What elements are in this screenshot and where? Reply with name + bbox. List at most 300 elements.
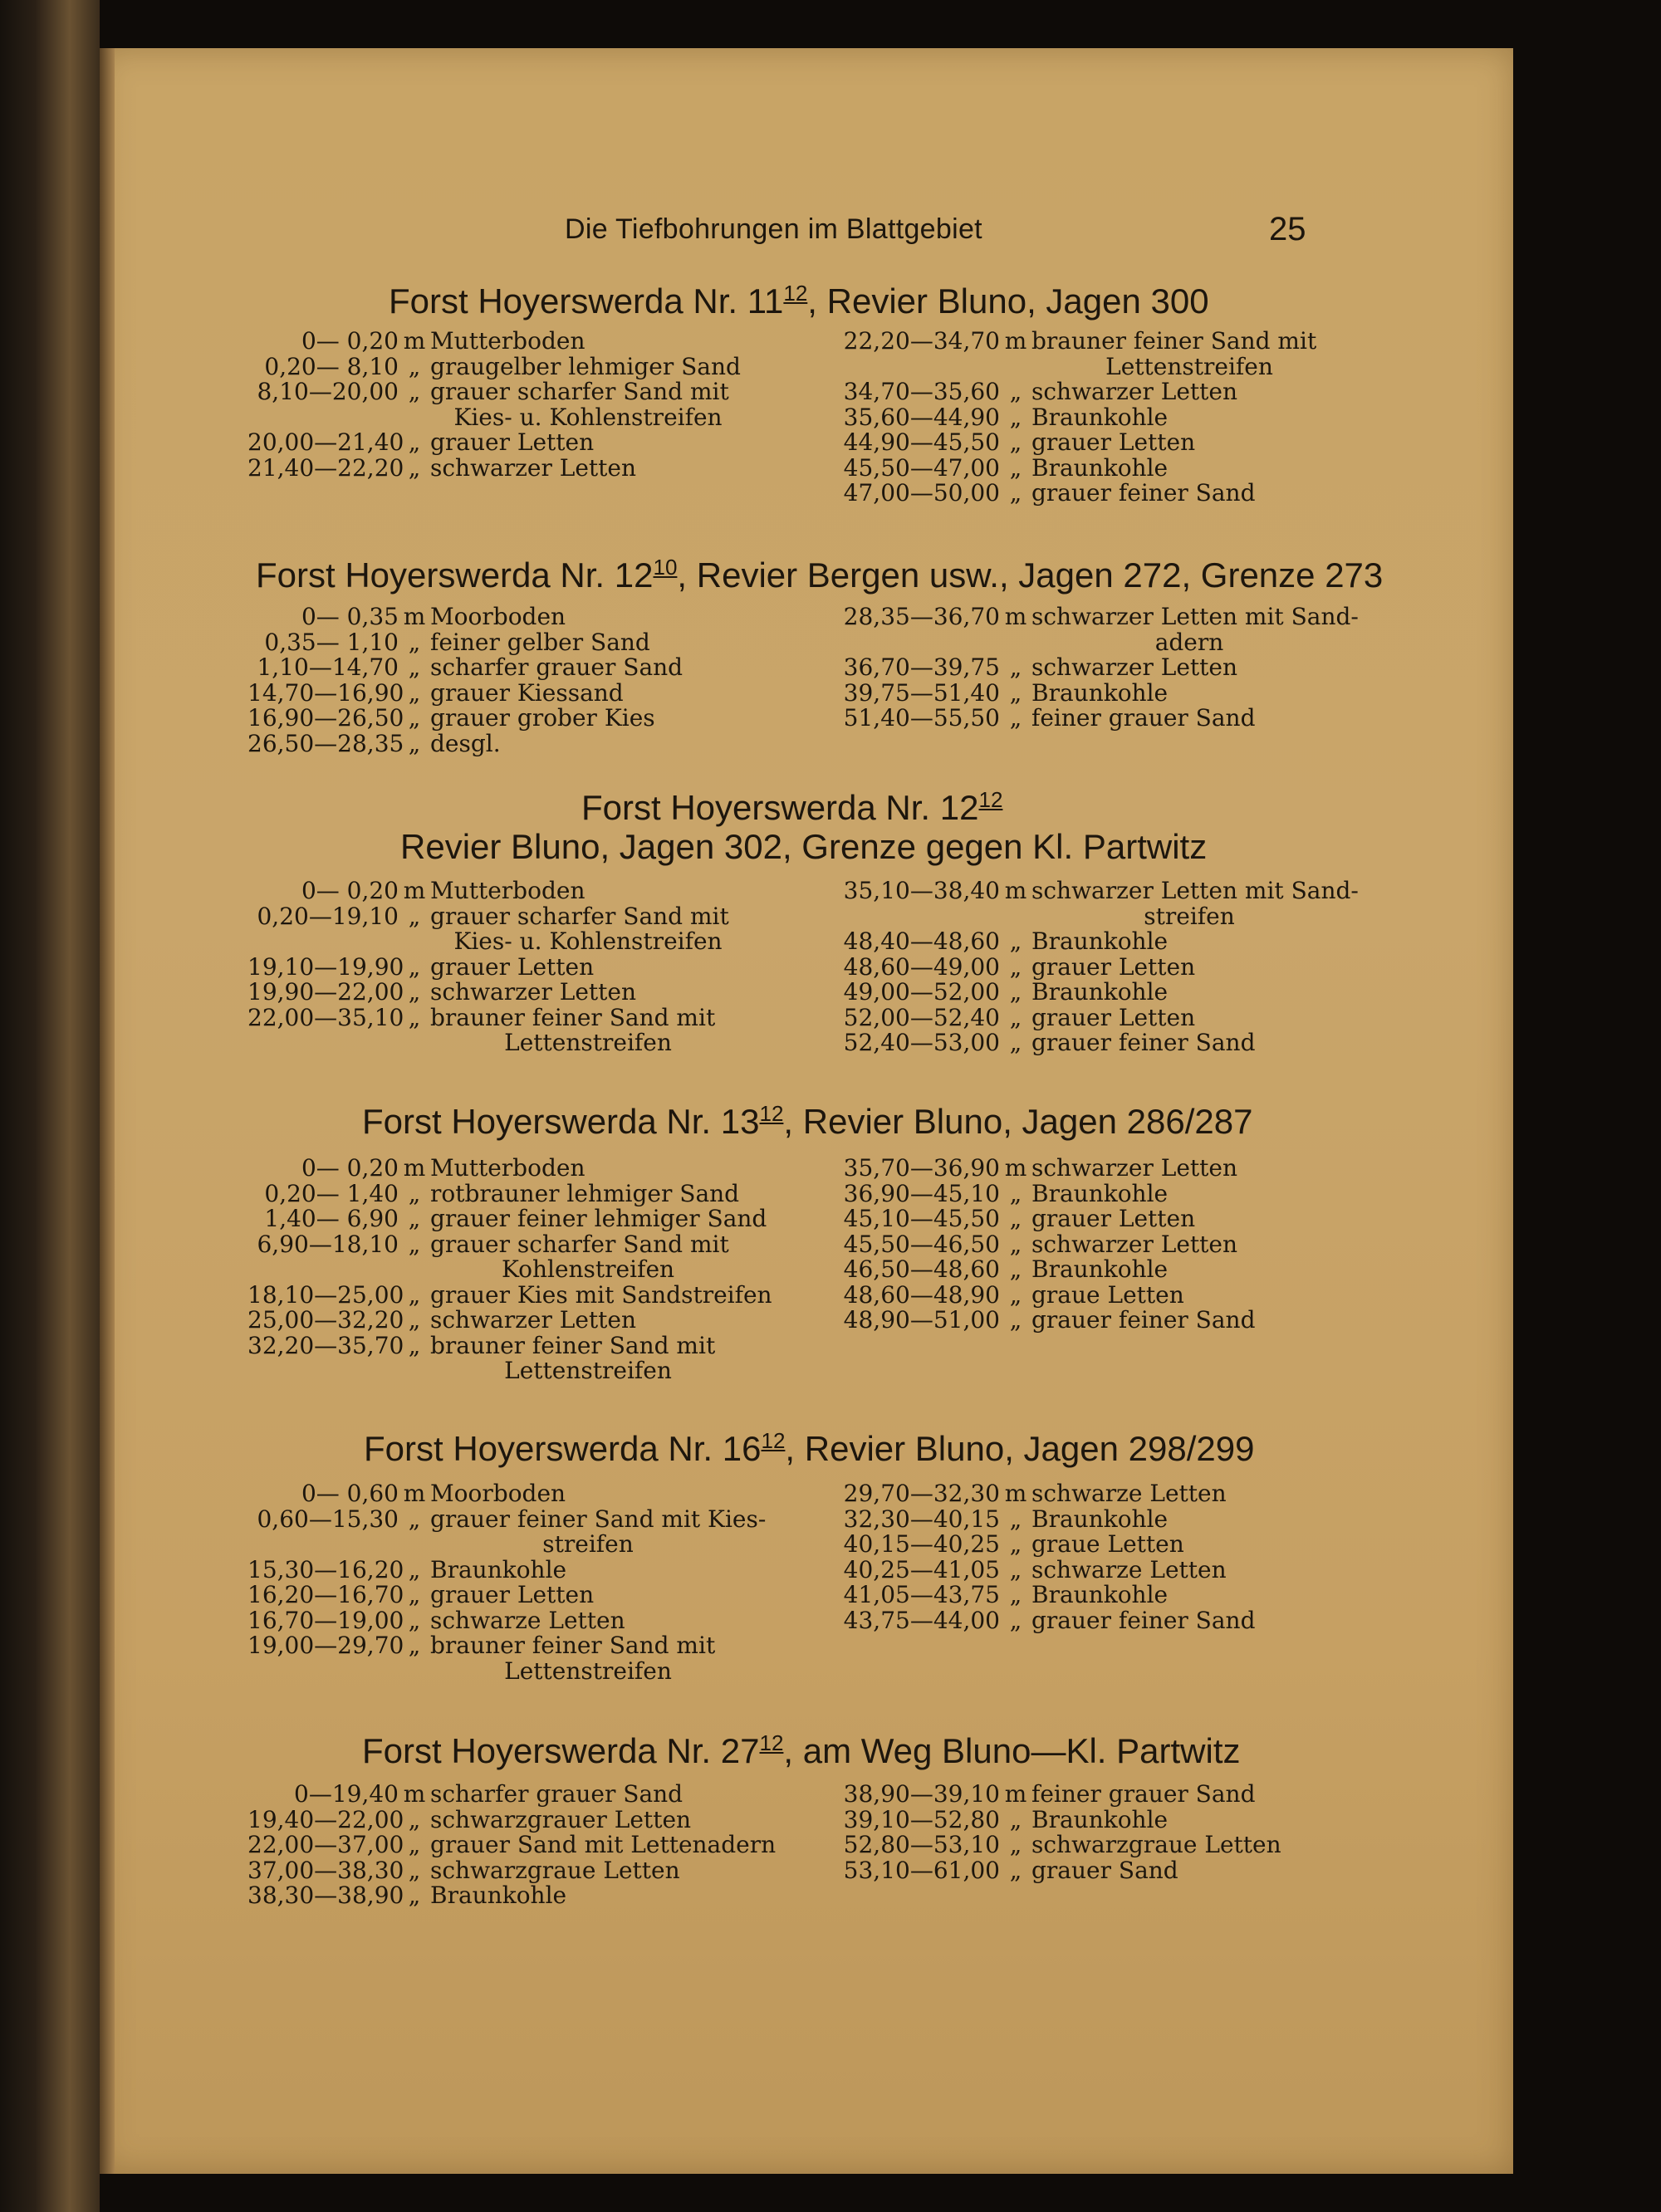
depth-range: 0— 0,20 bbox=[301, 877, 399, 904]
title-text-continued: , Revier Bergen usw., Jagen 272, Grenze 273 bbox=[677, 555, 1384, 595]
depth-range: 0— 0,20 bbox=[301, 1154, 399, 1182]
title-superscript: 12 bbox=[978, 787, 1003, 812]
depth-unit: „ bbox=[408, 1581, 421, 1608]
layer-description: grauer Letten bbox=[430, 952, 595, 981]
depth-range: 35,60—44,90 bbox=[843, 403, 1000, 431]
layer-row bbox=[814, 1782, 1345, 1808]
layer-description: Moorboden bbox=[430, 603, 566, 630]
layer-row bbox=[814, 1858, 1345, 1884]
depth-range: 48,60—48,90 bbox=[843, 1280, 1000, 1309]
depth-unit: „ bbox=[1009, 1530, 1022, 1558]
depth-unit: „ bbox=[408, 704, 421, 732]
depth-unit: m bbox=[1004, 1154, 1027, 1182]
depth-range: 45,10—45,50 bbox=[843, 1205, 1000, 1232]
layer-description: Braunkohle bbox=[430, 1882, 567, 1909]
depth-unit: „ bbox=[408, 352, 421, 380]
layer-row bbox=[247, 1507, 779, 1558]
layer-description-continued: adern bbox=[1154, 628, 1224, 656]
depth-range: 32,20—35,70 bbox=[247, 1331, 404, 1359]
depth-unit: „ bbox=[408, 1205, 421, 1232]
layer-row bbox=[247, 1883, 779, 1909]
layer-row bbox=[814, 603, 1359, 656]
layer-row bbox=[247, 729, 779, 757]
depth-range: 0,35— 1,10 bbox=[264, 628, 399, 656]
section-title bbox=[362, 1730, 1241, 1771]
depth-range: 48,60—49,00 bbox=[843, 952, 1000, 981]
depth-unit: „ bbox=[1009, 403, 1022, 431]
section-title bbox=[362, 1101, 1252, 1142]
depth-unit: „ bbox=[1009, 927, 1022, 955]
layer-description: grauer feiner lehmiger Sand bbox=[430, 1205, 767, 1232]
page-number: 25 bbox=[1269, 211, 1306, 247]
depth-range: 48,40—48,60 bbox=[843, 927, 1000, 955]
layer-row bbox=[247, 980, 779, 1006]
layer-description: schwarzer Letten bbox=[430, 1306, 637, 1334]
layer-description: feiner grauer Sand bbox=[1031, 1780, 1256, 1808]
layer-description: Braunkohle bbox=[1031, 1505, 1169, 1533]
layer-row bbox=[247, 904, 779, 955]
layer-row bbox=[814, 877, 1359, 930]
layer-description: grauer feiner Sand bbox=[1031, 1606, 1256, 1634]
depth-unit: „ bbox=[408, 1555, 421, 1583]
depth-unit: „ bbox=[1009, 1831, 1022, 1858]
depth-unit: „ bbox=[1009, 704, 1022, 732]
layer-row bbox=[814, 1833, 1345, 1858]
layer-row bbox=[814, 1583, 1345, 1608]
section-title bbox=[256, 555, 1383, 595]
layer-row bbox=[247, 1156, 779, 1182]
layer-row bbox=[247, 678, 779, 707]
layer-row bbox=[247, 1633, 779, 1684]
layer-row bbox=[247, 1858, 779, 1884]
depth-range: 0,20— 8,10 bbox=[264, 352, 399, 380]
layer-description: schwarzer Letten bbox=[1031, 1154, 1238, 1182]
depth-range: 49,00—52,00 bbox=[843, 978, 1000, 1006]
layer-description-continued: streifen bbox=[1144, 902, 1235, 930]
depth-unit: „ bbox=[408, 1306, 421, 1334]
depth-unit: „ bbox=[1009, 428, 1022, 456]
layer-description-continued: streifen bbox=[542, 1530, 634, 1558]
layer-description: grauer scharfer Sand mit bbox=[430, 902, 729, 930]
layer-row bbox=[247, 1805, 779, 1833]
section-title bbox=[581, 787, 1002, 828]
layer-description: grauer Letten bbox=[1031, 952, 1196, 981]
layer-description: grauer feiner Sand bbox=[1031, 479, 1256, 507]
layer-description: schwarze Letten bbox=[1031, 1480, 1227, 1507]
depth-range: 0,20— 1,40 bbox=[264, 1179, 399, 1207]
depth-unit: m bbox=[403, 1780, 426, 1808]
depth-range: 35,10—38,40 bbox=[843, 877, 1000, 904]
layer-row bbox=[814, 1555, 1345, 1583]
depth-range: 22,00—35,10 bbox=[247, 1003, 404, 1031]
depth-unit: „ bbox=[408, 1179, 421, 1207]
depth-range: 21,40—22,20 bbox=[247, 453, 404, 482]
layer-column bbox=[247, 1156, 779, 1384]
layer-description: grauer scharfer Sand mit bbox=[430, 378, 729, 405]
layer-row bbox=[247, 352, 779, 380]
depth-range: 0,60—15,30 bbox=[257, 1505, 399, 1533]
layer-description-continued: Kies- u. Kohlenstreifen bbox=[453, 927, 723, 955]
depth-range: 22,20—34,70 bbox=[843, 327, 1000, 355]
layer-description: scharfer grauer Sand bbox=[430, 653, 684, 681]
layer-description: schwarzgraue Letten bbox=[1031, 1831, 1281, 1858]
layer-description: Mutterboden bbox=[430, 877, 586, 904]
depth-range: 40,15—40,25 bbox=[843, 1530, 1000, 1558]
layer-row bbox=[247, 1608, 779, 1634]
layer-column bbox=[247, 604, 779, 756]
depth-unit: „ bbox=[1009, 1003, 1022, 1031]
layer-row bbox=[247, 329, 779, 355]
layer-description: schwarze Letten bbox=[1031, 1555, 1227, 1583]
layer-row bbox=[814, 655, 1345, 681]
layer-description: grauer Letten bbox=[430, 1581, 595, 1608]
layer-description: Braunkohle bbox=[1031, 453, 1169, 482]
depth-unit: m bbox=[1004, 327, 1027, 355]
title-superscript: 12 bbox=[759, 1730, 784, 1755]
depth-range: 52,40—53,00 bbox=[843, 1029, 1000, 1056]
depth-range: 36,70—39,75 bbox=[843, 653, 1000, 681]
layer-description: Braunkohle bbox=[1031, 978, 1169, 1006]
depth-range: 19,90—22,00 bbox=[247, 978, 404, 1006]
title-text: Forst Hoyerswerda Nr. 13 bbox=[362, 1102, 760, 1141]
layer-row bbox=[247, 878, 779, 904]
title-text: Forst Hoyerswerda Nr. 12 bbox=[581, 788, 979, 827]
depth-unit: „ bbox=[408, 1331, 421, 1359]
layer-row bbox=[814, 1308, 1345, 1334]
layer-description: Braunkohle bbox=[1031, 1805, 1169, 1833]
layer-description-continued: Kohlenstreifen bbox=[501, 1255, 675, 1283]
depth-unit: „ bbox=[1009, 1856, 1022, 1884]
layer-column bbox=[814, 877, 1359, 1056]
layer-description: Braunkohle bbox=[1031, 1255, 1169, 1283]
layer-row bbox=[814, 1156, 1345, 1182]
title-text: Forst Hoyerswerda Nr. 27 bbox=[362, 1731, 760, 1770]
layer-row bbox=[814, 1280, 1345, 1309]
title-superscript: 12 bbox=[759, 1101, 784, 1126]
layer-row bbox=[814, 1257, 1345, 1283]
depth-unit: „ bbox=[408, 1882, 421, 1909]
layer-description: Braunkohle bbox=[1031, 678, 1169, 707]
depth-range: 52,80—53,10 bbox=[843, 1831, 1000, 1858]
layer-description: brauner feiner Sand mit bbox=[1031, 327, 1317, 355]
layer-description-continued: Lettenstreifen bbox=[504, 1029, 672, 1056]
depth-unit: „ bbox=[408, 378, 421, 405]
depth-unit: „ bbox=[1009, 952, 1022, 981]
depth-range: 38,30—38,90 bbox=[247, 1882, 404, 1909]
depth-unit: „ bbox=[408, 1856, 421, 1884]
layer-description: schwarzgrauer Letten bbox=[430, 1805, 692, 1833]
depth-range: 44,90—45,50 bbox=[843, 428, 1000, 456]
depth-unit: „ bbox=[408, 978, 421, 1006]
depth-range: 0—19,40 bbox=[294, 1780, 399, 1808]
layer-description: grauer grober Kies bbox=[430, 704, 655, 732]
depth-unit: „ bbox=[1009, 678, 1022, 707]
layer-description: Braunkohle bbox=[1031, 927, 1169, 955]
layer-column bbox=[247, 1782, 779, 1909]
depth-range: 40,25—41,05 bbox=[843, 1555, 1000, 1583]
layer-row bbox=[814, 1030, 1345, 1056]
depth-range: 35,70—36,90 bbox=[843, 1154, 1000, 1182]
layer-row bbox=[814, 405, 1345, 431]
depth-unit: m bbox=[403, 877, 426, 904]
layer-row bbox=[814, 952, 1345, 981]
depth-range: 1,40— 6,90 bbox=[264, 1205, 399, 1232]
depth-unit: „ bbox=[1009, 1306, 1022, 1334]
depth-unit: „ bbox=[1009, 978, 1022, 1006]
layer-description: scharfer grauer Sand bbox=[430, 1780, 684, 1808]
depth-unit: „ bbox=[1009, 1230, 1022, 1258]
layer-description: schwarzer Letten mit Sand- bbox=[1031, 877, 1359, 904]
layer-description: schwarzer Letten bbox=[1031, 378, 1238, 405]
layer-description-continued: Kies- u. Kohlenstreifen bbox=[453, 403, 723, 431]
layer-row bbox=[247, 1555, 779, 1583]
depth-unit: m bbox=[403, 1480, 426, 1507]
layer-description: desgl. bbox=[430, 729, 501, 757]
depth-range: 39,10—52,80 bbox=[843, 1805, 1000, 1833]
depth-unit: „ bbox=[1009, 1255, 1022, 1283]
depth-unit: m bbox=[1004, 1480, 1027, 1507]
depth-unit: „ bbox=[1009, 378, 1022, 405]
depth-range: 18,10—25,00 bbox=[247, 1280, 404, 1309]
title-superscript: 10 bbox=[653, 555, 678, 580]
layer-row bbox=[247, 1331, 779, 1384]
title-text: Forst Hoyerswerda Nr. 16 bbox=[364, 1429, 762, 1468]
depth-range: 15,30—16,20 bbox=[247, 1555, 404, 1583]
layer-description: grauer feiner Sand bbox=[1031, 1306, 1256, 1334]
depth-unit: „ bbox=[408, 653, 421, 681]
layer-description: Mutterboden bbox=[430, 1154, 586, 1182]
depth-unit: „ bbox=[1009, 1555, 1022, 1583]
layer-column bbox=[814, 603, 1359, 732]
depth-unit: „ bbox=[408, 428, 421, 456]
layer-row bbox=[814, 678, 1345, 707]
layer-row bbox=[247, 1481, 779, 1507]
depth-range: 19,40—22,00 bbox=[247, 1805, 404, 1833]
depth-range: 47,00—50,00 bbox=[843, 479, 1000, 507]
layer-description: Braunkohle bbox=[1031, 403, 1169, 431]
depth-range: 19,10—19,90 bbox=[247, 952, 404, 981]
layer-row bbox=[814, 1232, 1345, 1258]
depth-range: 46,50—48,60 bbox=[843, 1255, 1000, 1283]
depth-unit: m bbox=[1004, 603, 1027, 630]
layer-description: brauner feiner Sand mit bbox=[430, 1003, 716, 1031]
depth-unit: „ bbox=[1009, 1280, 1022, 1309]
layer-description: schwarzer Letten bbox=[1031, 1230, 1238, 1258]
depth-range: 22,00—37,00 bbox=[247, 1831, 404, 1858]
layer-row bbox=[814, 329, 1345, 379]
book-spine bbox=[100, 48, 115, 2174]
layer-row bbox=[814, 706, 1345, 732]
layer-description: Braunkohle bbox=[1031, 1179, 1169, 1207]
layer-row bbox=[247, 1782, 779, 1808]
depth-range: 20,00—21,40 bbox=[247, 428, 404, 456]
layer-description: grauer feiner Sand bbox=[1031, 1029, 1256, 1056]
depth-unit: „ bbox=[408, 1505, 421, 1533]
layer-row bbox=[247, 453, 779, 482]
layer-description-continued: Lettenstreifen bbox=[504, 1657, 672, 1685]
layer-row bbox=[247, 706, 779, 732]
depth-unit: „ bbox=[408, 1003, 421, 1031]
layer-description: rotbrauner lehmiger Sand bbox=[430, 1179, 740, 1207]
depth-range: 39,75—51,40 bbox=[843, 678, 1000, 707]
depth-range: 26,50—28,35 bbox=[247, 729, 404, 757]
depth-unit: „ bbox=[408, 1606, 421, 1634]
title-text-continued: , am Weg Bluno—Kl. Partwitz bbox=[783, 1731, 1241, 1770]
depth-range: 8,10—20,00 bbox=[257, 378, 399, 405]
depth-unit: „ bbox=[1009, 1581, 1022, 1608]
layer-description: schwarze Letten bbox=[430, 1606, 625, 1634]
depth-range: 38,90—39,10 bbox=[843, 1780, 1000, 1808]
layer-description: grauer feiner Sand mit Kies- bbox=[430, 1505, 767, 1533]
layer-column bbox=[814, 1782, 1345, 1883]
layer-description: schwarzer Letten bbox=[430, 978, 637, 1006]
depth-range: 25,00—32,20 bbox=[247, 1306, 404, 1334]
title-superscript: 12 bbox=[761, 1428, 786, 1453]
layer-description: brauner feiner Sand mit bbox=[430, 1331, 716, 1359]
depth-unit: m bbox=[1004, 877, 1027, 904]
depth-range: 16,70—19,00 bbox=[247, 1606, 404, 1634]
depth-unit: „ bbox=[408, 678, 421, 707]
layer-column bbox=[814, 1481, 1345, 1633]
layer-description: graugelber lehmiger Sand bbox=[430, 352, 741, 380]
layer-description: schwarzgraue Letten bbox=[430, 1856, 680, 1884]
depth-range: 48,90—51,00 bbox=[843, 1306, 1000, 1334]
title-text: Forst Hoyerswerda Nr. 12 bbox=[256, 555, 654, 595]
depth-unit: m bbox=[403, 603, 426, 630]
depth-unit: „ bbox=[408, 1230, 421, 1258]
layer-row bbox=[247, 1308, 779, 1334]
layer-description: graue Letten bbox=[1031, 1530, 1184, 1558]
layer-row bbox=[247, 655, 779, 681]
depth-unit: „ bbox=[1009, 1205, 1022, 1232]
layer-description: grauer Kiessand bbox=[430, 678, 624, 707]
layer-row bbox=[814, 1507, 1345, 1533]
depth-unit: „ bbox=[1009, 1805, 1022, 1833]
layer-description: grauer Letten bbox=[430, 428, 595, 456]
depth-range: 52,00—52,40 bbox=[843, 1003, 1000, 1031]
depth-unit: „ bbox=[1009, 1029, 1022, 1056]
depth-unit: „ bbox=[1009, 1179, 1022, 1207]
depth-unit: „ bbox=[1009, 653, 1022, 681]
layer-row bbox=[814, 1481, 1345, 1507]
layer-row bbox=[814, 1206, 1345, 1232]
depth-unit: „ bbox=[408, 1831, 421, 1858]
layer-column bbox=[247, 1481, 779, 1684]
layer-description-continued: Lettenstreifen bbox=[1105, 352, 1273, 380]
title-text: Forst Hoyerswerda Nr. 11 bbox=[389, 281, 784, 321]
depth-range: 43,75—44,00 bbox=[843, 1606, 1000, 1634]
running-header: Die Tiefbohrungen im Blattgebiet bbox=[565, 213, 982, 245]
layer-row bbox=[247, 430, 779, 456]
depth-range: 45,50—47,00 bbox=[843, 453, 1000, 482]
layer-description: feiner gelber Sand bbox=[430, 628, 650, 656]
layer-row bbox=[814, 481, 1345, 507]
depth-range: 1,10—14,70 bbox=[257, 653, 399, 681]
layer-row bbox=[247, 379, 779, 430]
depth-range: 51,40—55,50 bbox=[843, 704, 1000, 732]
depth-unit: „ bbox=[408, 1280, 421, 1309]
layer-description: Braunkohle bbox=[1031, 1581, 1169, 1608]
layer-row bbox=[247, 952, 779, 981]
layer-row bbox=[814, 1608, 1345, 1634]
layer-description-continued: Lettenstreifen bbox=[504, 1357, 672, 1384]
depth-range: 0— 0,60 bbox=[301, 1480, 399, 1507]
depth-unit: „ bbox=[1009, 1606, 1022, 1634]
title-text-continued: , Revier Bluno, Jagen 300 bbox=[807, 281, 1209, 321]
layer-row bbox=[247, 1003, 779, 1056]
layer-description: grauer Letten bbox=[1031, 428, 1196, 456]
title-superscript: 12 bbox=[783, 281, 808, 306]
layer-column bbox=[814, 1156, 1345, 1334]
layer-description: schwarzer Letten mit Sand- bbox=[1031, 603, 1359, 630]
depth-range: 6,90—18,10 bbox=[257, 1230, 399, 1258]
depth-unit: „ bbox=[1009, 1505, 1022, 1533]
depth-range: 41,05—43,75 bbox=[843, 1581, 1000, 1608]
depth-unit: „ bbox=[408, 628, 421, 656]
depth-unit: m bbox=[1004, 1780, 1027, 1808]
layer-row bbox=[247, 630, 779, 656]
title-text-continued: , Revier Bluno, Jagen 298/299 bbox=[785, 1429, 1255, 1468]
layer-row bbox=[814, 430, 1345, 456]
section-title bbox=[364, 1428, 1254, 1469]
layer-column bbox=[814, 329, 1345, 507]
layer-column bbox=[247, 329, 779, 481]
layer-description: schwarzer Letten bbox=[1031, 653, 1238, 681]
depth-range: 32,30—40,15 bbox=[843, 1505, 1000, 1533]
layer-row bbox=[814, 453, 1345, 482]
depth-range: 37,00—38,30 bbox=[247, 1856, 404, 1884]
depth-range: 16,90—26,50 bbox=[247, 704, 404, 732]
layer-row bbox=[247, 1206, 779, 1232]
layer-row bbox=[247, 604, 779, 630]
depth-range: 29,70—32,30 bbox=[843, 1480, 1000, 1507]
depth-unit: „ bbox=[408, 902, 421, 930]
left-page-edge bbox=[0, 0, 100, 2212]
depth-unit: m bbox=[403, 1154, 426, 1182]
depth-range: 45,50—46,50 bbox=[843, 1230, 1000, 1258]
depth-range: 0,20—19,10 bbox=[257, 902, 399, 930]
depth-range: 19,00—29,70 bbox=[247, 1632, 404, 1659]
depth-unit: „ bbox=[408, 729, 421, 757]
depth-range: 53,10—61,00 bbox=[843, 1856, 1000, 1884]
layer-description: Mutterboden bbox=[430, 327, 586, 355]
layer-row bbox=[814, 1003, 1345, 1031]
layer-description: Moorboden bbox=[430, 1480, 566, 1507]
depth-unit: m bbox=[403, 327, 426, 355]
layer-description: grauer Letten bbox=[1031, 1205, 1196, 1232]
depth-unit: „ bbox=[1009, 479, 1022, 507]
layer-row bbox=[814, 1805, 1345, 1833]
depth-range: 14,70—16,90 bbox=[247, 678, 404, 707]
depth-unit: „ bbox=[408, 1632, 421, 1659]
layer-description: grauer Sand bbox=[1031, 1856, 1178, 1884]
depth-unit: „ bbox=[408, 1805, 421, 1833]
depth-range: 36,90—45,10 bbox=[843, 1179, 1000, 1207]
layer-row bbox=[247, 1833, 779, 1858]
layer-description: grauer scharfer Sand mit bbox=[430, 1230, 729, 1258]
layer-description: grauer Letten bbox=[1031, 1003, 1196, 1031]
depth-range: 16,20—16,70 bbox=[247, 1581, 404, 1608]
layer-row bbox=[814, 929, 1345, 955]
layer-column bbox=[247, 878, 779, 1056]
layer-row bbox=[814, 379, 1345, 405]
layer-description: brauner feiner Sand mit bbox=[430, 1632, 716, 1659]
layer-description: Braunkohle bbox=[430, 1555, 567, 1583]
layer-description: grauer Kies mit Sandstreifen bbox=[430, 1280, 772, 1309]
layer-description: grauer Sand mit Lettenadern bbox=[430, 1831, 777, 1858]
depth-unit: „ bbox=[408, 952, 421, 981]
layer-description: feiner grauer Sand bbox=[1031, 704, 1256, 732]
